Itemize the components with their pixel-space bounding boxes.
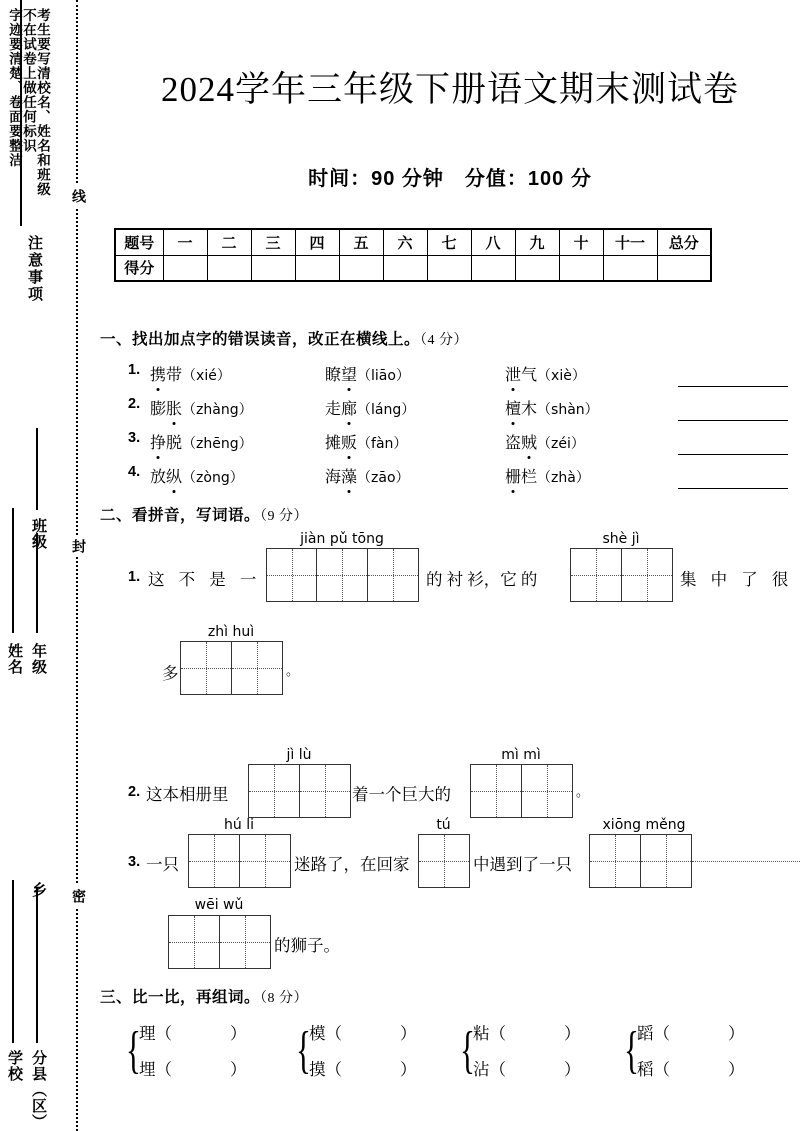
dotted-char: 泄 <box>505 362 521 385</box>
q2-3-text-b: 迷路了，在回家 <box>294 855 410 874</box>
group-3-top-row <box>473 1020 581 1044</box>
q1-pinyin: （xié） <box>182 368 231 384</box>
score-table <box>114 228 712 282</box>
q1-answer-line-1[interactable] <box>678 386 788 387</box>
score-cell-7[interactable] <box>427 255 471 281</box>
dotted-char: 望 <box>341 362 357 385</box>
section-3-heading <box>100 985 308 1007</box>
group-char: 沾 <box>473 1060 490 1079</box>
grid-cell[interactable] <box>267 549 317 601</box>
q2-3-grid-d[interactable] <box>168 915 271 969</box>
dotted-char: 栅 <box>505 464 521 487</box>
q1-r1-item1 <box>150 362 231 385</box>
score-cell-total[interactable] <box>657 255 711 281</box>
score-cell-10[interactable] <box>559 255 603 281</box>
q1-pinyin: （zhàng） <box>182 402 253 418</box>
dotted-char: 纵 <box>166 464 182 487</box>
group-4-top-row <box>637 1020 745 1044</box>
q2-3-trailing-dotline <box>692 861 800 862</box>
group-char: 摸 <box>309 1060 326 1079</box>
section-2-heading <box>100 503 308 525</box>
group-char: 蹈 <box>637 1024 654 1043</box>
field-label-county: 分县（区） <box>30 1050 47 1130</box>
group-1-bottom-row <box>139 1056 247 1080</box>
exam-subtitle: 时间：90 分钟 分值：100 分 <box>308 168 592 190</box>
section-2-points: （9 分） <box>260 509 309 524</box>
paren-close[interactable]: ） <box>728 1024 745 1043</box>
q1-row4-num: 4. <box>128 464 141 480</box>
q1-r1-item3 <box>505 362 586 385</box>
table-row-score <box>115 255 711 281</box>
section-2-title: 二、看拼音，写词语。 <box>100 507 261 524</box>
q1-pinyin: （láng） <box>357 402 416 418</box>
q1-word-post: 栏 <box>521 469 538 486</box>
q1-r3-item3 <box>505 430 585 453</box>
score-col-11: 十一 <box>603 229 657 255</box>
paren-open: （ <box>489 1060 506 1079</box>
q2-3-text-c: 中遇到了一只 <box>473 855 572 874</box>
score-cell-6[interactable] <box>383 255 427 281</box>
q2-1-text-c: 集 中 了 很 <box>680 570 794 589</box>
q2-3-pinyin-a: hú li <box>224 817 254 833</box>
q1-word-post: 带 <box>166 367 183 384</box>
brace-icon: { <box>296 1022 311 1079</box>
q2-1-text-b: 的 衬 衫，它 的 <box>426 570 538 589</box>
q1-word-pre: 海 <box>325 469 342 486</box>
score-col-3: 三 <box>251 229 295 255</box>
section-1-row-3 <box>100 430 800 462</box>
grid-cell[interactable] <box>641 835 692 887</box>
q2-2-pinyin-b: mì mì <box>501 747 541 763</box>
seal-dotted-line <box>76 0 78 1131</box>
seal-char-seal: 封 <box>69 535 89 557</box>
q2-2-pinyin-a: jì lù <box>286 747 312 763</box>
group-2-bottom-row <box>309 1056 417 1080</box>
q2-1-grid-a[interactable] <box>266 548 419 602</box>
field-rule-name[interactable] <box>12 508 14 633</box>
grid-cell[interactable] <box>169 916 220 968</box>
q1-r2-item1 <box>150 396 253 419</box>
score-cell-2[interactable] <box>207 255 251 281</box>
group-char: 粘 <box>473 1024 490 1043</box>
q1-pinyin: （fàn） <box>357 436 408 452</box>
notice-label: 注意事项 <box>26 235 43 303</box>
grid-cell[interactable] <box>571 549 622 601</box>
q2-1-pinyin-b: shè jì <box>602 531 640 547</box>
group-char: 理 <box>139 1024 156 1043</box>
group-1-top-row <box>139 1020 247 1044</box>
paren-open: （ <box>325 1024 342 1043</box>
score-col-7: 七 <box>427 229 471 255</box>
q1-word-pre: 摊 <box>325 435 342 452</box>
field-rule-class[interactable] <box>36 428 38 510</box>
q2-3-text-d: 的狮子。 <box>274 936 340 955</box>
paren-close[interactable]: ） <box>230 1024 247 1043</box>
q1-r2-item3 <box>505 396 599 419</box>
paren-close[interactable]: ） <box>230 1060 247 1079</box>
dotted-char: 携 <box>150 362 166 385</box>
paren-open: （ <box>325 1060 342 1079</box>
field-label-grade: 年级 <box>30 643 47 675</box>
q1-word-post: 脱 <box>166 435 183 452</box>
dotted-char: 藻 <box>341 464 357 487</box>
paren-open: （ <box>489 1024 506 1043</box>
score-col-4: 四 <box>295 229 339 255</box>
field-label-school: 学校 <box>6 1050 23 1082</box>
group-char: 埋 <box>139 1060 156 1079</box>
score-table-label-score: 得分 <box>115 255 163 281</box>
paren-open: （ <box>653 1060 670 1079</box>
q2-1-text-a: 这 不 是 一 <box>148 570 262 589</box>
q2-1-num: 1. <box>128 569 141 585</box>
brace-icon: { <box>126 1022 141 1079</box>
grid-cell[interactable] <box>249 765 300 817</box>
dotted-char: 挣 <box>150 430 166 453</box>
q1-word-pre: 走 <box>325 401 342 418</box>
q1-word-pre: 膨 <box>150 401 167 418</box>
notice-line-2: 不在试卷上做任何标识 <box>21 8 36 153</box>
section-3-group-1 <box>126 1018 286 1092</box>
grid-cell[interactable] <box>232 642 283 694</box>
group-3-bottom-row <box>473 1056 581 1080</box>
q2-2-grid-a[interactable] <box>248 764 351 818</box>
section-1-title: 一、找出加点字的错误读音，改正在横线上。 <box>100 331 421 348</box>
q2-1-pinyin-c: zhì huì <box>207 624 255 640</box>
notice-line-1: 考生要写清校名、姓名和班级 <box>35 8 50 197</box>
q1-answer-line-4[interactable] <box>678 488 788 489</box>
score-col-10: 十 <box>559 229 603 255</box>
q1-pinyin: （zéi） <box>537 436 585 452</box>
q1-word-pre: 放 <box>150 469 167 486</box>
q1-r4-item1 <box>150 464 244 487</box>
q1-row2-num: 2. <box>128 396 141 412</box>
score-col-total: 总分 <box>657 229 711 255</box>
q1-pinyin: （liāo） <box>357 368 410 384</box>
q1-r1-item2 <box>325 362 410 385</box>
q1-r4-item2 <box>325 464 410 487</box>
q2-3-pinyin-c: xiōng měng <box>602 817 686 833</box>
score-cell-4[interactable] <box>295 255 339 281</box>
section-1-heading <box>100 327 468 349</box>
dotted-char: 贩 <box>341 430 357 453</box>
score-col-9: 九 <box>515 229 559 255</box>
q1-pinyin: （zhà） <box>537 470 590 486</box>
field-label-township: 乡 <box>30 882 47 898</box>
q1-word-post: 木 <box>521 401 538 418</box>
grid-cell[interactable] <box>522 765 573 817</box>
paren-close[interactable]: ） <box>400 1060 417 1079</box>
q1-r2-item2 <box>325 396 415 419</box>
score-col-6: 六 <box>383 229 427 255</box>
q2-1-grid-c[interactable] <box>180 641 283 695</box>
section-1-row-2 <box>100 396 800 428</box>
section-3-points: （8 分） <box>260 991 309 1006</box>
q2-2-text-b: 着一个巨大的 <box>352 785 451 804</box>
q2-1-text-d: 多 <box>162 664 179 683</box>
brace-icon: { <box>460 1022 475 1079</box>
exam-content <box>100 0 800 1131</box>
q1-pinyin: （zāo） <box>357 470 410 486</box>
seal-char-line: 线 <box>69 185 89 207</box>
score-cell-1[interactable] <box>163 255 207 281</box>
section-1-row-1 <box>100 362 800 394</box>
q2-2-grid-b[interactable] <box>470 764 573 818</box>
paren-open: （ <box>155 1060 172 1079</box>
score-col-5: 五 <box>339 229 383 255</box>
grid-cell[interactable] <box>471 765 522 817</box>
q1-pinyin: （zòng） <box>182 470 244 486</box>
grid-cell[interactable] <box>181 642 232 694</box>
grid-cell[interactable] <box>419 835 469 887</box>
q1-r3-item1 <box>150 430 253 453</box>
dotted-char: 胀 <box>166 396 182 419</box>
page-title: 2024学年三年级下册语文期末测试卷 <box>160 70 739 109</box>
grid-cell[interactable] <box>300 765 351 817</box>
section-1-points: （4 分） <box>420 333 469 348</box>
q2-1-text-e: 。 <box>286 663 300 678</box>
score-col-8: 八 <box>471 229 515 255</box>
score-col-2: 二 <box>207 229 251 255</box>
q2-3-text-a: 一只 <box>146 855 179 874</box>
q1-row1-num: 1. <box>128 362 141 378</box>
paren-close[interactable]: ） <box>564 1060 581 1079</box>
q1-answer-line-2[interactable] <box>678 420 788 421</box>
group-2-top-row <box>309 1020 417 1044</box>
q2-3-pinyin-b: tú <box>436 817 451 833</box>
section-3-group-4 <box>624 1018 784 1092</box>
q2-1-pinyin-a: jiàn pǔ tōng <box>300 531 384 547</box>
field-rule-county[interactable] <box>36 888 38 1043</box>
q2-2-text-c: 。 <box>576 784 590 799</box>
score-cell-11[interactable] <box>603 255 657 281</box>
grid-cell[interactable] <box>240 835 291 887</box>
q1-word-pre: 盗 <box>505 435 522 452</box>
table-row-header <box>115 229 711 255</box>
field-label-name: 姓名 <box>6 643 23 675</box>
notice-line-3: 字迹要清楚、卷面要整洁 <box>7 8 22 168</box>
paren-open: （ <box>155 1024 172 1043</box>
q1-pinyin: （xiè） <box>537 368 586 384</box>
q1-pinyin: （shàn） <box>537 402 599 418</box>
q1-r4-item3 <box>505 464 590 487</box>
q2-2-text-a: 这本相册里 <box>146 785 229 804</box>
paren-close[interactable]: ） <box>564 1024 581 1043</box>
grid-cell[interactable] <box>590 835 641 887</box>
group-char: 模 <box>309 1024 326 1043</box>
dotted-char: 贼 <box>521 430 537 453</box>
q1-word-pre: 瞭 <box>325 367 342 384</box>
brace-icon: { <box>624 1022 639 1079</box>
dotted-char: 檀 <box>505 396 521 419</box>
q2-3-pinyin-d: wēi wǔ <box>194 897 244 913</box>
q2-3-grid-b[interactable] <box>418 834 470 888</box>
section-3-title: 三、比一比，再组词。 <box>100 989 261 1006</box>
q1-answer-line-3[interactable] <box>678 454 788 455</box>
grid-cell[interactable] <box>317 549 367 601</box>
paren-close[interactable]: ） <box>728 1060 745 1079</box>
field-label-class: 班级 <box>30 518 47 550</box>
q1-r3-item2 <box>325 430 407 453</box>
grid-cell[interactable] <box>368 549 418 601</box>
q2-3-grid-c[interactable] <box>589 834 692 888</box>
grid-cell[interactable] <box>220 916 271 968</box>
q2-3-num: 3. <box>128 854 141 870</box>
score-table-label-qnum: 题号 <box>115 229 163 255</box>
grid-cell[interactable] <box>622 549 673 601</box>
q2-1-grid-b[interactable] <box>570 548 673 602</box>
paren-open: （ <box>653 1024 670 1043</box>
group-4-bottom-row <box>637 1056 745 1080</box>
score-cell-5[interactable] <box>339 255 383 281</box>
dotted-char: 廊 <box>341 396 357 419</box>
group-char: 稻 <box>637 1060 654 1079</box>
q2-3-grid-a[interactable] <box>188 834 291 888</box>
field-rule-school[interactable] <box>12 880 14 1043</box>
score-cell-8[interactable] <box>471 255 515 281</box>
score-cell-3[interactable] <box>251 255 295 281</box>
q1-word-post: 气 <box>521 367 538 384</box>
seal-char-confidential: 密 <box>69 885 89 907</box>
q1-pinyin: （zhēng） <box>182 436 253 452</box>
score-col-1: 一 <box>163 229 207 255</box>
score-cell-9[interactable] <box>515 255 559 281</box>
section-1-row-4 <box>100 464 800 496</box>
paren-close[interactable]: ） <box>400 1024 417 1043</box>
section-3-group-3 <box>460 1018 620 1092</box>
q2-2-num: 2. <box>128 784 141 800</box>
section-3-group-2 <box>296 1018 456 1092</box>
grid-cell[interactable] <box>189 835 240 887</box>
q1-row3-num: 3. <box>128 430 141 446</box>
